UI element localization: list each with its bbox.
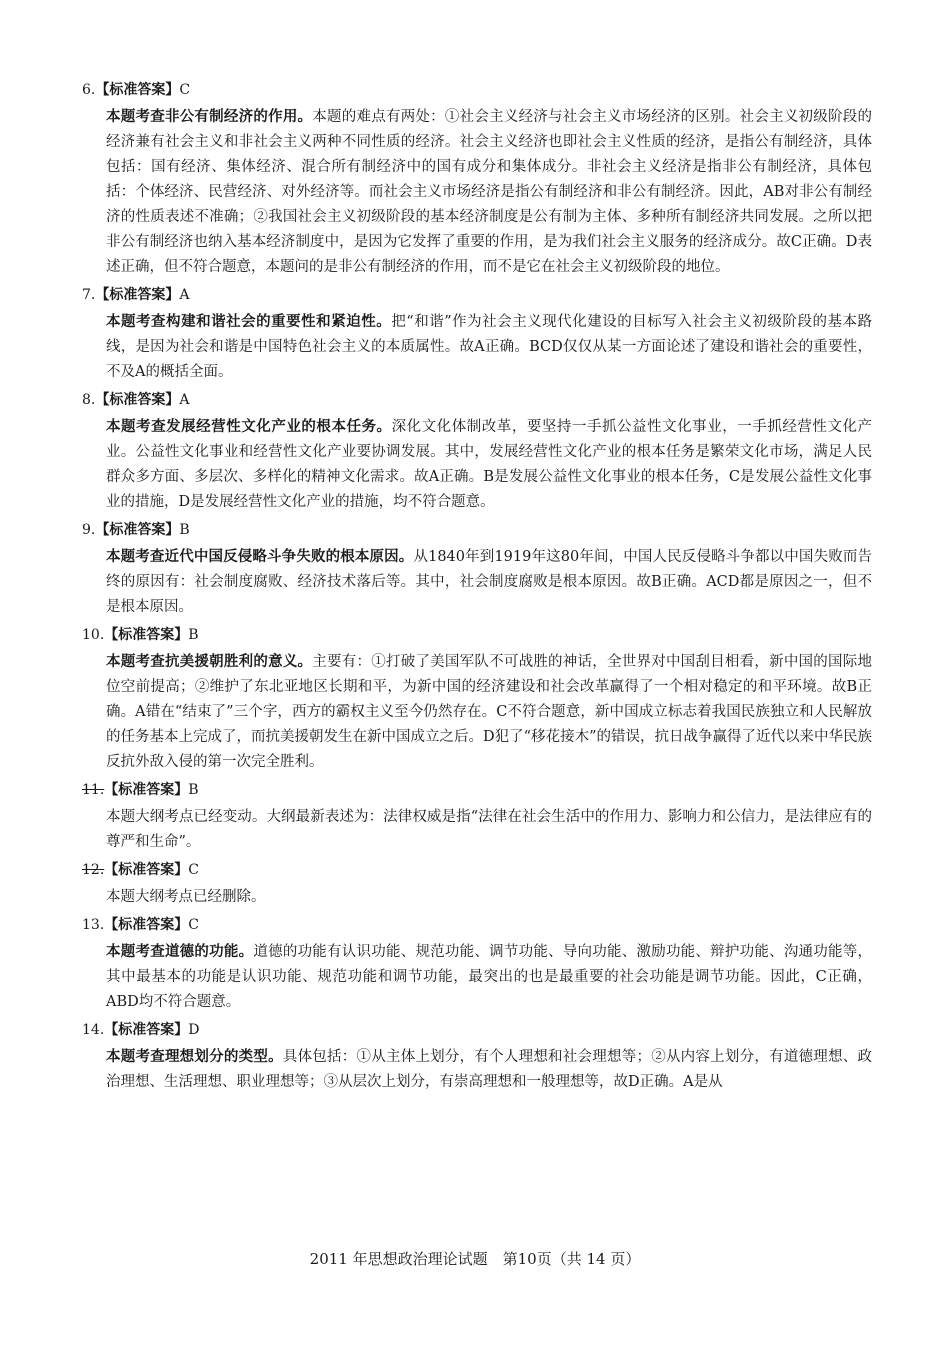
question-number: 8. (82, 392, 96, 408)
explanation-paragraph (106, 1045, 872, 1095)
answer-item (82, 520, 872, 620)
explanation-paragraph (106, 310, 872, 385)
answer-letter: A (179, 392, 190, 408)
explanation-paragraph (106, 805, 872, 855)
answer-heading (82, 390, 872, 410)
explanation-text: 本题大纲考点已经变动。大纲最新表述为：法律权威是指“法律在社会生活中的作用力、影响力和公信力，是法律应有的尊严和生命”。 (106, 809, 872, 850)
explanation-text: 具体包括：①从主体上划分，有个人理想和社会理想等；②从内容上划分，有道德理想、政治理想、生活理想、职业理想等；③从层次上划分，有崇高理想和一般理想等，故D正确。A是从 (106, 1049, 873, 1090)
explanation-topic: 本题考查理想划分的类型。 (106, 1049, 283, 1065)
answer-letter: C (188, 917, 199, 933)
answer-heading (82, 780, 872, 800)
question-number: 12. (82, 862, 105, 878)
question-number: 7. (82, 287, 96, 303)
explanation-paragraph (106, 105, 872, 280)
explanation-text: 道德的功能有认识功能、规范功能、调节功能、导向功能、激励功能、辩护功能、沟通功能等，其中最基本的功能是认识功能、规范功能和调节功能，最突出的也是最重要的社会功能是调节功能。因此，C正确，ABD均不符合题意。 (106, 944, 873, 1010)
standard-answer-label: 【标准答案】 (95, 82, 180, 98)
explanation-topic: 本题考查道德的功能。 (106, 944, 254, 960)
explanation-topic: 本题考查非公有制经济的作用。 (106, 109, 313, 125)
answer-heading (82, 285, 872, 305)
explanation-paragraph (106, 940, 872, 1015)
explanation-text: 主要有：①打破了美国军队不可战胜的神话，全世界对中国刮目相看，新中国的国际地位空前提高；②维护了东北亚地区长期和平，为新中国的经济建设和社会改革赢得了一个相对稳定的和平环境。故B正确。A错在“结束了”三个字，西方的霸权主义至今仍然存在。C不符合题意，新中国成立标志着我国民族独立和人民解放的任务基本上完成了，而抗美援朝发生在新中国成立之后。D犯了“移花接木”的错误，抗日战争赢得了近代以来中华民族反抗外敌入侵的第一次完全胜利。 (106, 654, 872, 770)
standard-answer-label: 【标准答案】 (95, 287, 180, 303)
question-number: 13. (82, 917, 105, 933)
question-number: 6. (82, 82, 96, 98)
standard-answer-label: 【标准答案】 (104, 782, 189, 798)
explanation-topic: 本题考查发展经营性文化产业的根本任务。 (106, 419, 392, 435)
explanation-text: 深化文化体制改革，要坚持一手抓公益性文化事业，一手抓经营性文化产业。公益性文化事业和经营性文化产业要协调发展。其中，发展经营性文化产业的根本任务是繁荣文化市场，满足人民群众多方面、多层次、多样化的精神文化需求。故A正确。B是发展公益性文化事业的根本任务，C是发展公益性文化事业的措施，D是发展经营性文化产业的措施，均不符合题意。 (106, 419, 873, 510)
question-number: 14. (82, 1022, 105, 1038)
answer-heading (82, 860, 872, 880)
explanation-topic: 本题考查抗美援朝胜利的意义。 (106, 654, 313, 670)
answer-item (82, 285, 872, 385)
explanation-text: 把“和谐”作为社会主义现代化建设的目标写入社会主义初级阶段的基本路线，是因为社会和谐是中国特色社会主义的本质属性。故A正确。BCD仅仅从某一方面论述了建设和谐社会的重要性，不及A的概括全面。 (106, 314, 872, 380)
explanation-text: 从1840年到1919年这80年间，中国人民反侵略斗争都以中国失败而告终的原因有：社会制度腐败、经济技术落后等。其中，社会制度腐败是根本原因。故B正确。ACD都是原因之一，但不是根本原因。 (106, 549, 872, 615)
standard-answer-label: 【标准答案】 (104, 862, 189, 878)
answer-letter: C (188, 862, 199, 878)
explanation-paragraph (106, 650, 872, 775)
answer-heading (82, 625, 872, 645)
page-footer: 2011 年思想政治理论试题 第10页（共 14 页） (309, 1250, 641, 1268)
standard-answer-label: 【标准答案】 (95, 392, 180, 408)
answer-letter: B (179, 522, 190, 538)
explanation-text: 本题大纲考点已经删除。 (106, 889, 266, 905)
standard-answer-label: 【标准答案】 (95, 522, 180, 538)
answer-item (82, 1020, 872, 1095)
answer-letter: B (188, 627, 199, 643)
answer-letter: B (188, 782, 199, 798)
answer-item (82, 780, 872, 855)
answer-heading (82, 1020, 872, 1040)
answer-heading (82, 915, 872, 935)
answer-item (82, 915, 872, 1015)
standard-answer-label: 【标准答案】 (104, 627, 189, 643)
answer-item (82, 860, 872, 910)
answer-heading (82, 80, 872, 100)
answer-heading (82, 520, 872, 540)
explanation-paragraph (106, 415, 872, 515)
explanation-paragraph (106, 545, 872, 620)
answer-letter: A (179, 287, 190, 303)
question-number: 11. (82, 782, 105, 798)
explanation-text: 本题的难点有两处：①社会主义经济与社会主义市场经济的区别。社会主义初级阶段的经济兼有社会主义和非社会主义两种不同性质的经济。社会主义经济也即社会主义性质的经济，是指公有制经济，具体包括：国有经济、集体经济、混合所有制经济中的国有成分和集体成分。非社会主义经济是指非公有制经济，具体包括：个体经济、民营经济、对外经济等。而社会主义市场经济是指公有制经济和非公有制经济。因此，AB对非公有制经济的性质表述不准确；②我国社会主义初级阶段的基本经济制度是公有制为主体、多种所有制经济共同发展。之所以把非公有制经济也纳入基本经济制度中，是因为它发挥了重要的作用，是为我们社会主义服务的经济成分。故C正确。D表述正确，但不符合题意，本题问的是非公有制经济的作用，而不是它在社会主义初级阶段的地位。 (106, 109, 872, 275)
answer-item (82, 80, 872, 280)
explanation-topic: 本题考查构建和谐社会的重要性和紧迫性。 (106, 314, 392, 330)
standard-answer-label: 【标准答案】 (104, 917, 189, 933)
answer-letter: D (188, 1022, 200, 1038)
answer-item (82, 625, 872, 775)
answer-letter: C (179, 82, 191, 98)
standard-answer-label: 【标准答案】 (104, 1022, 189, 1038)
answer-list (82, 80, 872, 1100)
answer-item (82, 390, 872, 515)
explanation-paragraph (106, 885, 872, 910)
question-number: 10. (82, 627, 105, 643)
explanation-topic: 本题考查近代中国反侵略斗争失败的根本原因。 (106, 549, 414, 565)
question-number: 9. (82, 522, 96, 538)
